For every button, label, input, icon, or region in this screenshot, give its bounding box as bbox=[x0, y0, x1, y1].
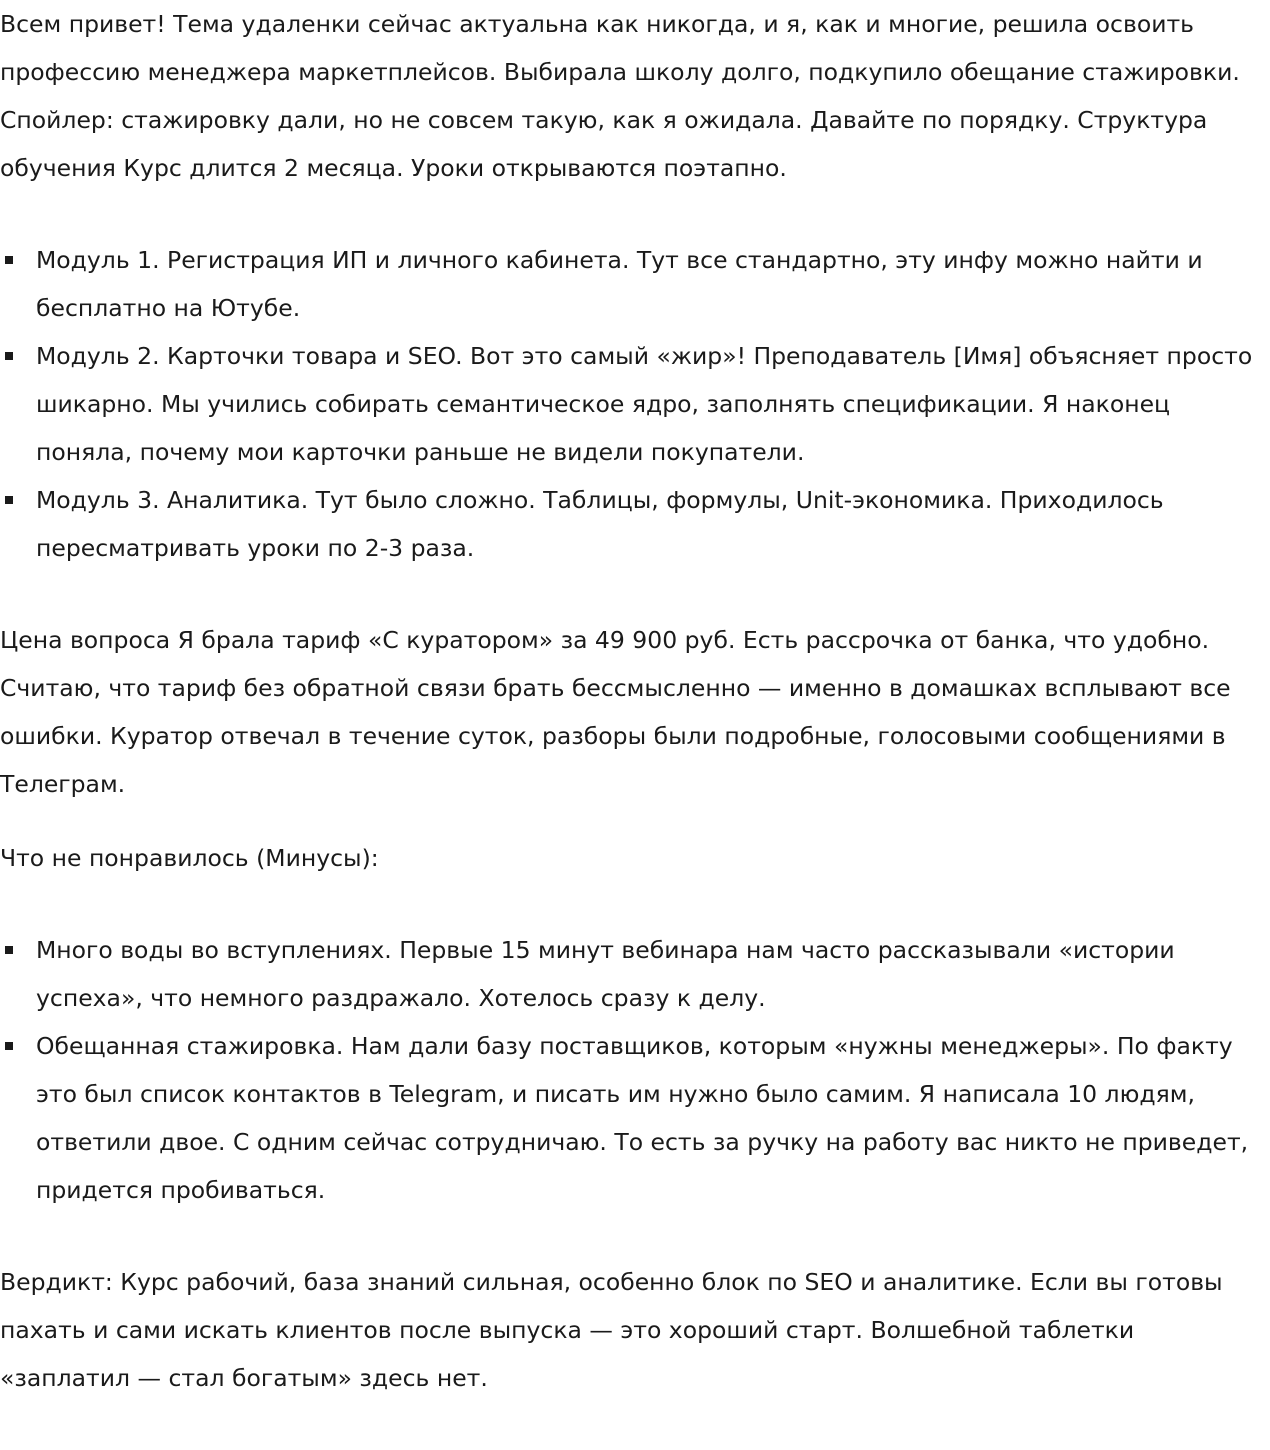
bullet-square-icon bbox=[5, 946, 13, 954]
list-item-con-1 bbox=[0, 926, 1270, 1022]
price-paragraph: Цена вопроса Я брала тариф «С куратором» за 49 900 руб. Есть рассрочка от банка, что удобно. Считаю, что тариф без обратной связи брать бессмысленно — именно в домашках всплывают все ошибки. Куратор отвечал в течение суток, разборы были подробные, голосовыми сообщениями в Телеграм. bbox=[0, 626, 1231, 798]
bullet-square-icon bbox=[5, 256, 13, 264]
modules-list bbox=[0, 236, 1270, 572]
con-text: Обещанная стажировка. Нам дали базу поставщиков, которым «нужны менеджеры». По факту это был список контактов в Telegram, и писать им нужно было самим. Я написала 10 людям, ответили двое. С одним сейчас сотрудничаю. То есть за ручку на работу вас никто не приведет, придется пробиваться. bbox=[36, 1032, 1249, 1204]
bullet-square-icon bbox=[5, 496, 13, 504]
list-item-module-2 bbox=[0, 332, 1270, 476]
con-text: Много воды во вступлениях. Первые 15 минут вебинара нам часто рассказывали «истории успеха», что немного раздражало. Хотелось сразу к делу. bbox=[36, 936, 1175, 1012]
module-text: Модуль 2. Карточки товара и SEO. Вот это самый «жир»! Преподаватель [Имя] объясняет просто шикарно. Мы учились собирать семантическое ядро, заполнять спецификации. Я наконец поняла, почему мои карточки раньше не видели покупатели. bbox=[36, 342, 1253, 466]
cons-list bbox=[0, 926, 1270, 1214]
intro-paragraph: Всем привет! Тема удаленки сейчас актуальна как никогда, и я, как и многие, решила освоить профессию менеджера маркетплейсов. Выбирала школу долго, подкупило обещание стажировки. Спойлер: стажировку дали, но не совсем такую, как я ожидала. Давайте по порядку. Структура обучения Курс длится 2 месяца. Уроки открываются поэтапно. bbox=[0, 10, 1240, 182]
list-item-con-2 bbox=[0, 1022, 1270, 1214]
module-text: Модуль 1. Регистрация ИП и личного кабинета. Тут все стандартно, эту инфу можно найти и бесплатно на Ютубе. bbox=[36, 246, 1203, 322]
list-item-module-1 bbox=[0, 236, 1270, 332]
bullet-square-icon bbox=[5, 352, 13, 360]
verdict-paragraph: Вердикт: Курс рабочий, база знаний сильная, особенно блок по SEO и аналитике. Если вы готовы пахать и сами искать клиентов после выпуска — это хороший старт. Волшебной таблетки «заплатил — стал богатым» здесь нет. bbox=[0, 1268, 1223, 1392]
cons-heading: Что не понравилось (Минусы): bbox=[0, 844, 379, 872]
list-item-module-3 bbox=[0, 476, 1270, 572]
module-text: Модуль 3. Аналитика. Тут было сложно. Таблицы, формулы, Unit-экономика. Приходилось пересматривать уроки по 2-3 раза. bbox=[36, 486, 1164, 562]
bullet-square-icon bbox=[5, 1042, 13, 1050]
